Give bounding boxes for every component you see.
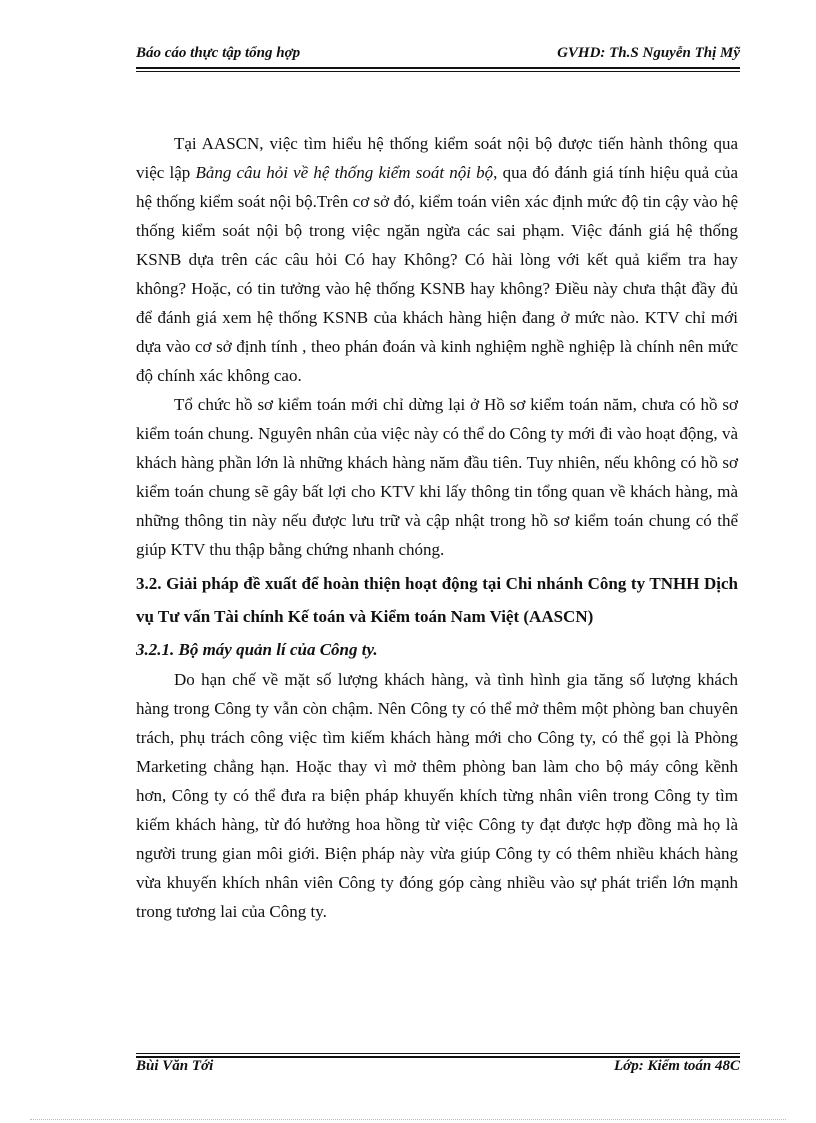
class-name: Lớp: Kiểm toán 48C — [614, 1058, 740, 1074]
page-footer — [136, 1058, 740, 1080]
author-name: Bùi Văn Tới — [136, 1058, 214, 1074]
paragraph-management: Do hạn chế về mặt số lượng khách hàng, và tình hình gia tăng số lượng khách hàng trong Công ty vẫn còn chậm. Nên Công ty có thể mở thêm một phòng ban chuyên trách, phụ trách công việc tìm kiếm khách hàng mới cho Công ty, có thể gọi là Phòng Marketing chẳng hạn. Hoặc thay vì mở thêm phòng ban làm cho bộ máy công kềnh hơn, Công ty có thể đưa ra biện pháp khuyến khích từng nhân viên trong Công ty tìm kiếm khách hàng, từ đó hưởng hoa hồng từ việc Công ty đạt được hợp đồng mà họ là người trung gian môi giới. Biện pháp này vừa giúp Công ty có thêm nhiều khách hàng vừa khuyến khích nhân viên Công ty đóng góp càng nhiều vào sự phát triển lớn mạnh trong tương lai của Công ty. — [136, 670, 738, 921]
header-rule-thin — [136, 71, 740, 72]
subsection-heading-3-2-1: 3.2.1. Bộ máy quản lí của Công ty. — [136, 640, 378, 659]
footer-rule-thin — [136, 1053, 740, 1054]
supervisor-name: GVHD: Th.S Nguyễn Thị Mỹ — [557, 45, 740, 61]
section-heading-3-2: 3.2. Giải pháp đề xuất để hoàn thiện hoạt động tại Chi nhánh Công ty TNHH Dịch vụ Tư vấn Tài chính Kế toán và Kiểm toán Nam Việt (AASCN) — [136, 574, 738, 626]
header-rule-thick — [136, 67, 740, 69]
page-body — [136, 129, 738, 926]
emphasis-text: Bảng câu hỏi về hệ thống kiểm soát nội bộ — [195, 163, 494, 182]
paragraph-internal-control — [136, 129, 738, 390]
report-title: Báo cáo thực tập tổng hợp — [136, 45, 301, 61]
paragraph-audit-files: Tổ chức hồ sơ kiểm toán mới chỉ dừng lại ở Hồ sơ kiểm toán năm, chưa có hồ sơ kiểm toán chung. Nguyên nhân của việc này có thể do Công ty mới đi vào hoạt động, và khách hàng phần lớn là những khách hàng năm đầu tiên. Tuy nhiên, nếu không có hồ sơ kiểm toán chung sẽ gây bất lợi cho KTV khi lấy thông tin tổng quan về khách hàng, mà những thông tin này nếu được lưu trữ và cập nhật trong hồ sơ kiểm toán chung có thể giúp KTV thu thập bằng chứng nhanh chóng. — [136, 395, 738, 559]
paragraph-text: Tại AASCN, việc tìm hiểu hệ thống kiểm soát nội bộ được tiến hành thông qua việc lập — [136, 134, 738, 182]
page-header — [136, 45, 740, 67]
paragraph-text: , qua đó đánh giá tính hiệu quả của hệ thống kiểm soát nội bộ.Trên cơ sở đó, kiểm toán viên xác định mức độ tin cậy vào hệ thống kiểm soát nội bộ trong việc ngăn ngừa các sai phạm. Việc đánh giá hệ thống KSNB dựa trên các câu hỏi Có hay Không? Có hài lòng với kết quả kiểm tra hay không? Hoặc, có tin tưởng vào hệ thống KSNB hay không? Điều này chưa thật đầy đủ để đánh giá xem hệ thống KSNB của khách hàng hiện đang ở mức nào. KTV chỉ mới dựa vào cơ sở định tính , theo phán đoán và kinh nghiệm nghề nghiệp là chính nên mức độ chính xác không cao. — [136, 163, 738, 385]
page-bottom-border — [30, 1119, 786, 1120]
